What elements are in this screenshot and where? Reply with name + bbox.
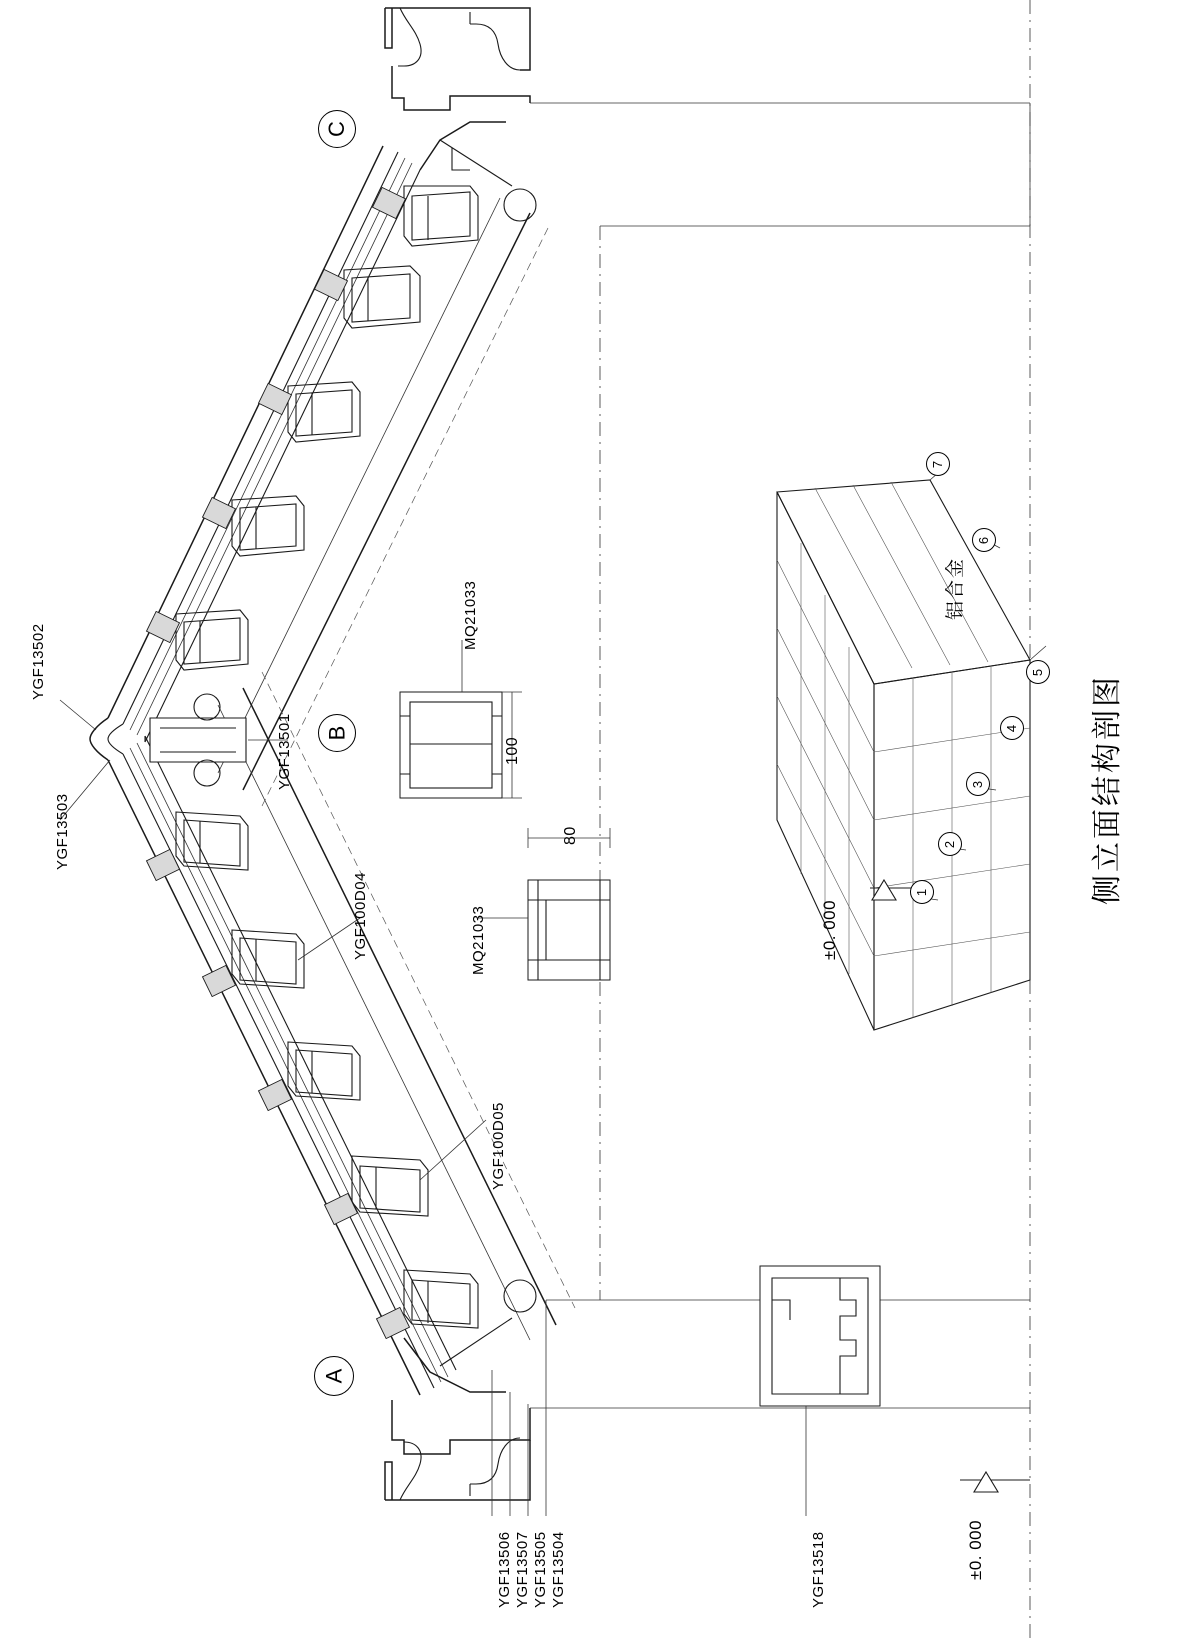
axis-bubble-a-label: A (321, 1368, 346, 1384)
axis-bubble-c-label: C (323, 121, 349, 137)
callout-bubble-4 (1000, 716, 1024, 740)
profile-label-ygf100d05: YGF100D05 (490, 1102, 507, 1190)
datum-label-upper: ±0. 000 (820, 899, 839, 960)
callout-bubble-7-label: 7 (930, 460, 946, 468)
axis-bubble-b (318, 714, 356, 752)
callout-bubble-5 (1026, 660, 1050, 684)
callout-bubble-2-label: 2 (942, 840, 958, 848)
callout-bubble-7 (926, 452, 950, 476)
callout-bubble-3-label: 3 (970, 780, 986, 788)
profile-label-ygf13504: YGF13504 (550, 1531, 567, 1608)
axis-bubble-a (314, 1356, 354, 1396)
dimension-100: 100 (504, 736, 521, 765)
callout-bubble-5-label: 5 (1030, 668, 1046, 676)
profile-label-ygf13507: YGF13507 (514, 1531, 531, 1608)
callout-bubble-2 (938, 832, 962, 856)
profile-label-ygf13506: YGF13506 (496, 1531, 513, 1608)
axis-bubble-c (318, 110, 356, 148)
callout-bubble-3 (966, 772, 990, 796)
profile-label-ygf13518: YGF13518 (810, 1531, 827, 1608)
profile-label-mq21033-top: MQ21033 (462, 580, 479, 650)
drawing-title: 侧立面结构剖图 (1091, 674, 1124, 905)
profile-label-ygf13503: YGF13503 (54, 793, 71, 870)
profile-label-ygf13501: YGF13501 (276, 713, 293, 790)
profile-label-ygf13505: YGF13505 (532, 1531, 549, 1608)
datum-label-lower: ±0. 000 (966, 1519, 985, 1580)
callout-bubble-6 (972, 528, 996, 552)
profile-label-mq21033-bottom: MQ21033 (470, 905, 487, 975)
dimension-80: 80 (562, 826, 579, 845)
callout-bubble-6-label: 6 (976, 536, 992, 544)
callout-bubble-1-label: 1 (914, 888, 930, 896)
callout-bubble-1 (910, 880, 934, 904)
axis-bubble-b-label: B (324, 725, 349, 741)
callout-bubble-4-label: 4 (1004, 724, 1020, 732)
profile-label-ygf13502: YGF13502 (30, 623, 47, 700)
profile-label-ygf100d04: YGF100D04 (352, 872, 369, 960)
axonometric-note: 铝合金 (945, 556, 966, 620)
